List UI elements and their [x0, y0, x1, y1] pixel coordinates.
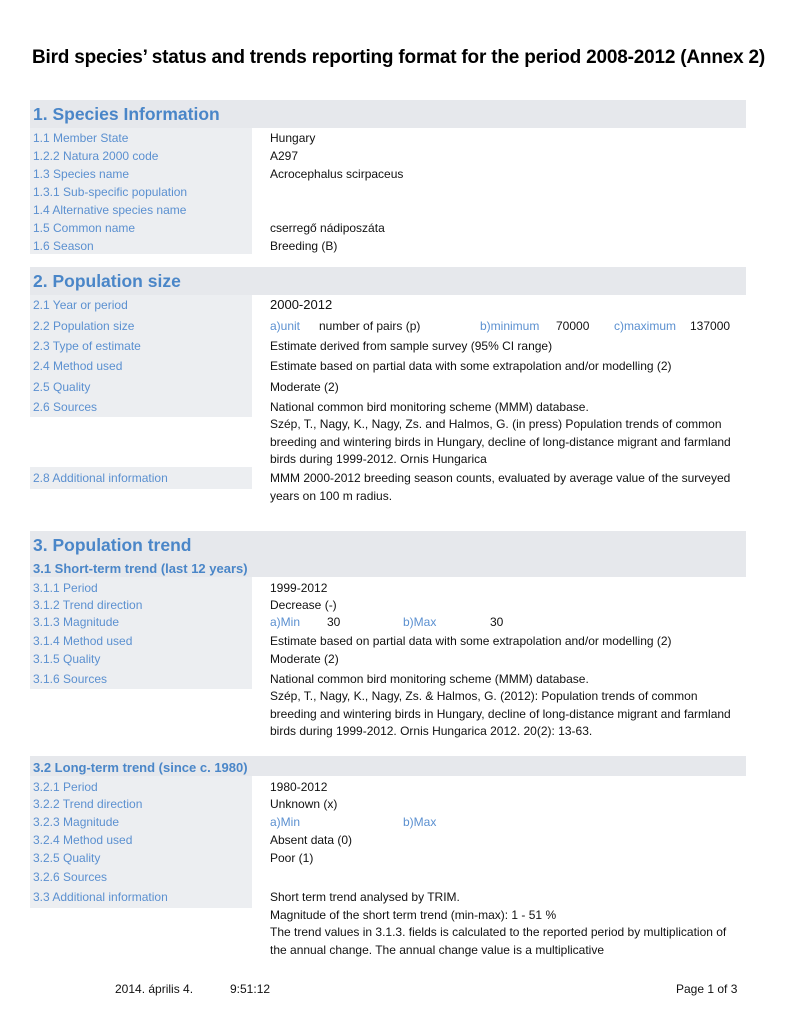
- footer-time: 9:51:12: [230, 982, 271, 996]
- short-term-heading: 3.1 Short-term trend (last 12 years): [33, 561, 248, 576]
- estimate-type-label: 2.3 Type of estimate: [33, 339, 141, 353]
- additional-info-value: MMM 2000-2012 breeding season counts, evaluated by average value of the surveyed years on 100 m radius.: [270, 471, 731, 503]
- trend-additional-info-label: 3.3 Additional information: [33, 890, 168, 904]
- year-label: 2.1 Year or period: [33, 298, 128, 312]
- minimum-value: 70000: [556, 319, 590, 333]
- method-value: Estimate based on partial data with some extrapolation and/or modelling (2): [270, 359, 672, 373]
- short-max-value: 30: [490, 615, 504, 629]
- sources-value-1: National common bird monitoring scheme (MMM) database.: [270, 400, 589, 414]
- short-period-value: 1999-2012: [270, 581, 328, 595]
- long-period-label: 3.2.1 Period: [33, 780, 98, 794]
- unit-value: number of pairs (p): [319, 319, 421, 333]
- short-quality-label: 3.1.5 Quality: [33, 652, 101, 666]
- population-size-label: 2.2 Population size: [33, 319, 135, 333]
- sources-value-2: Szép, T., Nagy, K., Nagy, Zs. and Halmos, G. (in press) Population trends of common breeding and wintering birds in Hungary, decline of long-distance migrant and farmland birds during 1999-2012. Ornis Hungarica: [270, 417, 731, 466]
- section-3-heading: 3. Population trend: [33, 535, 192, 555]
- season-label: 1.6 Season: [33, 239, 94, 253]
- year-value: 2000-2012: [270, 297, 333, 312]
- season-value: Breeding (B): [270, 239, 338, 253]
- quality-value: Moderate (2): [270, 380, 339, 394]
- natura-code-label: 1.2.2 Natura 2000 code: [33, 149, 159, 163]
- section-2-label-column-a: [30, 295, 252, 417]
- long-quality-label: 3.2.5 Quality: [33, 851, 101, 865]
- maximum-value: 137000: [690, 319, 731, 333]
- short-max-label: b)Max: [403, 615, 437, 629]
- section-1-heading: 1. Species Information: [33, 104, 220, 124]
- estimate-type-value: Estimate derived from sample survey (95% CI range): [270, 339, 553, 353]
- short-method-label: 3.1.4 Method used: [33, 634, 133, 648]
- page-title: Bird species’ status and trends reporting format for the period 2008-2012 (Annex 2): [32, 47, 766, 68]
- unit-label: a)unit: [270, 319, 301, 333]
- short-sources-value-1: National common bird monitoring scheme (MMM) database.: [270, 672, 589, 686]
- short-min-value: 30: [327, 615, 341, 629]
- footer-page-number: Page 1 of 3: [676, 982, 738, 996]
- subspecific-population-label: 1.3.1 Sub-specific population: [33, 185, 188, 199]
- sources-label: 2.6 Sources: [33, 400, 98, 414]
- long-period-value: 1980-2012: [270, 780, 328, 794]
- common-name-value: cserregő nádiposzáta: [270, 221, 385, 235]
- minimum-label: b)minimum: [480, 319, 540, 333]
- additional-info-label: 2.8 Additional information: [33, 471, 168, 485]
- short-method-value: Estimate based on partial data with some extrapolation and/or modelling (2): [270, 634, 672, 648]
- long-min-label: a)Min: [270, 815, 301, 829]
- short-magnitude-label: 3.1.3 Magnitude: [33, 615, 120, 629]
- short-quality-value: Moderate (2): [270, 652, 339, 666]
- short-period-label: 3.1.1 Period: [33, 581, 98, 595]
- method-label: 2.4 Method used: [33, 359, 123, 373]
- trend-info-value-3: The trend values in 3.1.3. fields is calculated to the reported period by multiplication of the annual change. The annual change value is a multiplicative: [270, 925, 727, 957]
- species-name-label: 1.3 Species name: [33, 167, 130, 181]
- long-direction-value: Unknown (x): [270, 797, 338, 811]
- long-method-label: 3.2.4 Method used: [33, 833, 133, 847]
- long-direction-label: 3.2.2 Trend direction: [33, 797, 143, 811]
- short-sources-value-2: Szép, T., Nagy, K., Nagy, Zs. & Halmos, G. (2012): Population trends of common breeding and wintering birds in Hungary, decline of long-distance migrant and farmland birds during 1999-2012. Ornis Hungarica 2012. 20(2): 13-63.: [270, 689, 731, 738]
- short-min-label: a)Min: [270, 615, 301, 629]
- long-method-value: Absent data (0): [270, 833, 353, 847]
- short-direction-value: Decrease (-): [270, 598, 337, 612]
- member-state-label: 1.1 Member State: [33, 131, 129, 145]
- footer-date: 2014. április 4.: [115, 982, 194, 996]
- trend-info-value-1: Short term trend analysed by TRIM.: [270, 890, 460, 904]
- long-quality-value: Poor (1): [270, 851, 314, 865]
- alternative-name-label: 1.4 Alternative species name: [33, 203, 187, 217]
- natura-code-value: A297: [270, 149, 299, 163]
- long-max-label: b)Max: [403, 815, 437, 829]
- long-magnitude-label: 3.2.3 Magnitude: [33, 815, 120, 829]
- short-direction-label: 3.1.2 Trend direction: [33, 598, 143, 612]
- long-term-heading: 3.2 Long-term trend (since c. 1980): [33, 760, 248, 775]
- quality-label: 2.5 Quality: [33, 380, 91, 394]
- short-sources-label: 3.1.6 Sources: [33, 672, 108, 686]
- member-state-value: Hungary: [270, 131, 316, 145]
- common-name-label: 1.5 Common name: [33, 221, 136, 235]
- species-name-value: Acrocephalus scirpaceus: [270, 167, 404, 181]
- maximum-label: c)maximum: [614, 319, 676, 333]
- section-2-heading: 2. Population size: [33, 271, 181, 291]
- long-sources-label: 3.2.6 Sources: [33, 870, 108, 884]
- trend-info-value-2: Magnitude of the short term trend (min-max): 1 - 51 %: [270, 908, 557, 922]
